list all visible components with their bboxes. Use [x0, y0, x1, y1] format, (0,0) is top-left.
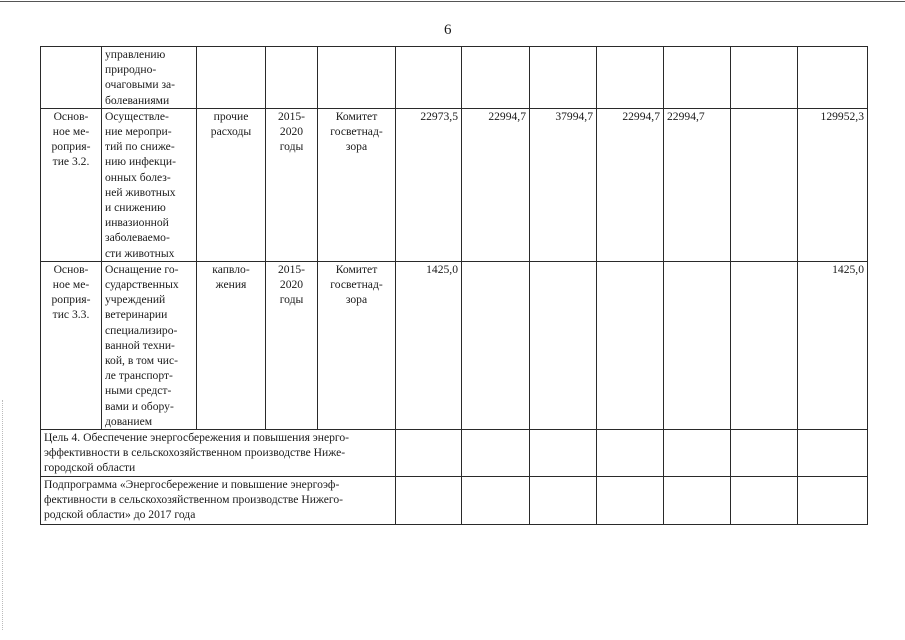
- executor: Комитет госветнад- зора: [318, 261, 396, 429]
- period: 2015- 2020 годы: [266, 261, 318, 429]
- value-cell: [597, 261, 664, 429]
- measure-description: Осуществле- ние меропри- тий по сниже- нию инфекци- онных болез- ней животных и снижению инвазионной заболеваемо- сти животных: [102, 108, 197, 261]
- page-number: 6: [444, 22, 452, 38]
- top-rule: [0, 1, 905, 2]
- value-cell: 37994,7: [530, 108, 597, 261]
- table-row: [41, 108, 868, 261]
- scan-edge-marks: [2, 400, 5, 630]
- value-cell: 22994,7: [597, 108, 664, 261]
- value-cell: 22994,7: [664, 108, 731, 261]
- expense-type: прочие расходы: [197, 108, 266, 261]
- total-cell: 1425,0: [798, 261, 868, 429]
- value-cell: [731, 261, 798, 429]
- value-cell: 22973,5: [396, 108, 462, 261]
- value-cell: 1425,0: [396, 261, 462, 429]
- measure-description: Оснащение го- сударственных учреждений ветеринарии специализиро- ванной техни- кой, в том чис- ле транспорт- ными средст- вами и обору- дованием: [102, 261, 197, 429]
- table-row: [41, 261, 868, 429]
- expense-type: капвло- жения: [197, 261, 266, 429]
- executor: Комитет госветнад- зора: [318, 108, 396, 261]
- measure-number: Основ- ное ме- роприя- тис 3.3.: [41, 261, 102, 429]
- goal-4-text: Цель 4. Обеспечение энергосбережения и повышения энерго- эффективности в сельскохозяйственном производстве Ниже- городской области: [41, 430, 396, 477]
- value-cell: [731, 108, 798, 261]
- value-cell: [530, 261, 597, 429]
- budget-table: [40, 46, 868, 525]
- continuation-description: управлению природно- очаговыми за- болеваниями: [102, 47, 197, 109]
- subprogram-text: Подпрограмма «Энергосбережение и повышение энергоэф- фективности в сельскохозяйственном производстве Нижего- родской области» до 2017 года: [41, 476, 396, 524]
- subprogram-row: [41, 476, 868, 524]
- goal-row: [41, 430, 868, 477]
- period: 2015- 2020 годы: [266, 108, 318, 261]
- total-cell: 129952,3: [798, 108, 868, 261]
- value-cell: [664, 261, 731, 429]
- continuation-row: [41, 47, 868, 109]
- value-cell: 22994,7: [462, 108, 530, 261]
- value-cell: [462, 261, 530, 429]
- measure-number: Основ- ное ме- роприя- тие 3.2.: [41, 108, 102, 261]
